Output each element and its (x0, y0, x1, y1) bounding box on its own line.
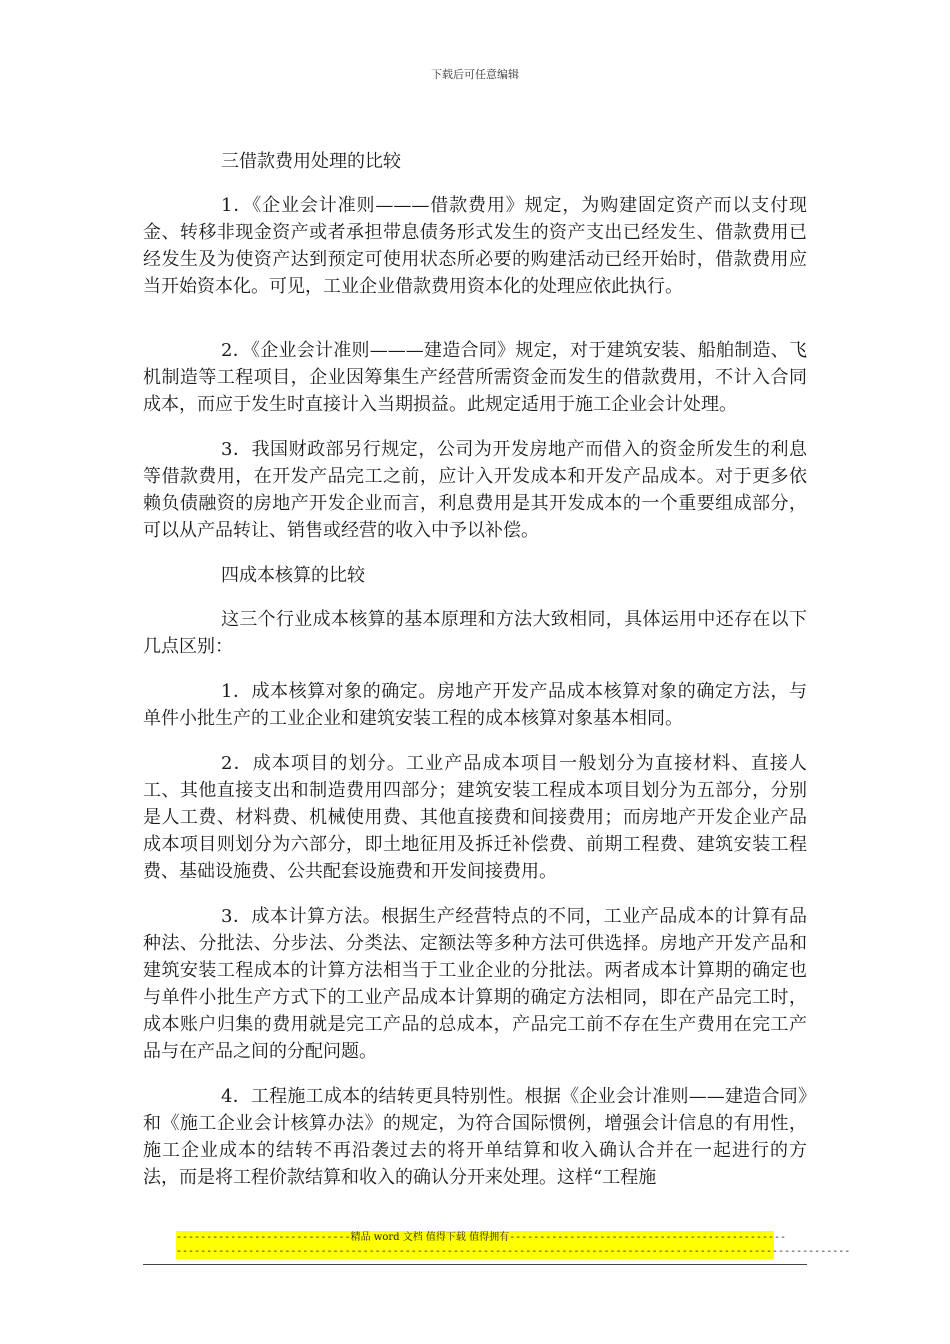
footer-dashes-left: ----------------------------- (176, 1232, 351, 1243)
section-heading-3: 三借款费用处理的比较 (221, 151, 401, 172)
footer-banner (176, 1231, 851, 1259)
paragraph: 2．《企业会计准则———建造合同》规定，对于建筑安装、船舶制造、飞机制造等工程项目，企业因筹集生产经营所需资金而发生的借款费用，不计入合同成本，而应于发生时直接计入当期损益。此规定适用于施工企业会计处理。 (143, 340, 807, 415)
footer-line-2: ---------------------------------------------------------------------------------------------------------------- (176, 1246, 851, 1257)
paragraph: 3．我国财政部另行规定，公司为开发房地产而借入的资金所发生的利息等借款费用，在开发产品完工之前，应计入开发成本和开发产品成本。对于更多依赖负债融资的房地产开发企业而言，利息费用是其开发成本的一个重要组成部分，可以从产品转让、销售或经营的收入中予以补偿。 (143, 439, 807, 541)
document-body (143, 148, 807, 1191)
footer-line-1 (176, 1231, 787, 1245)
section-heading-4: 四成本核算的比较 (221, 565, 365, 586)
paragraph: 2．成本项目的划分。工业产品成本项目一般划分为直接材料、直接人工、其他直接支出和制造费用四部分；建筑安装工程成本项目划分为五部分，分别是人工费、材料费、机械使用费、其他直接费和间接费用；而房地产开发企业产品成本项目则划分为六部分，即土地征用及拆迁补偿费、前期工程费、建筑安装工程费、基础设施费、公共配套设施费和开发间接费用。 (143, 753, 807, 882)
page-header: 下载后可任意编辑 (431, 68, 519, 81)
paragraph: 1．《企业会计准则———借款费用》规定，为购建固定资产而以支付现金、转移非现金资产或者承担带息债务形式发生的资产支出已经发生、借款费用已经发生及为使资产达到预定可使用状态所必要的购建活动已经开始时，借款费用应当开始资本化。可见，工业企业借款费用资本化的处理应依此执行。 (143, 195, 807, 297)
paragraph: 3．成本计算方法。根据生产经营特点的不同，工业产品成本的计算有品种法、分批法、分步法、分类法、定额法等多种方法可供选择。房地产开发产品和建筑安装工程成本的计算方法相当于工业企业的分批法。两者成本计算期的确定也与单件小批生产方式下的工业产品成本计算期的确定方法相同，即在产品完工时，成本账户归集的费用就是完工产品的总成本，产品完工前不存在生产费用在完工产品与在产品之间的分配问题。 (143, 906, 807, 1062)
footer-divider (143, 1264, 807, 1265)
footer-text: 精品 word 文档 值得下载 值得拥有 (350, 1232, 510, 1243)
paragraph: 1．成本核算对象的确定。房地产开发产品成本核算对象的确定方法，与单件小批生产的工业企业和建筑安装工程的成本核算对象基本相同。 (143, 681, 807, 729)
paragraph: 这三个行业成本核算的基本原理和方法大致相同，具体运用中还存在以下几点区别： (143, 609, 807, 657)
paragraph: 4．工程施工成本的结转更具特别性。根据《企业会计准则——建造合同》和《施工企业会计核算办法》的规定，为符合国际惯例，增强会计信息的有用性，施工企业成本的结转不再沿袭过去的将开单结算和收入确认合并在一起进行的方法，而是将工程价款结算和收入的确认分开来处理。这样“工程施 (143, 1086, 807, 1188)
footer-dashes-right: ---------------------------------------------- (509, 1232, 787, 1243)
